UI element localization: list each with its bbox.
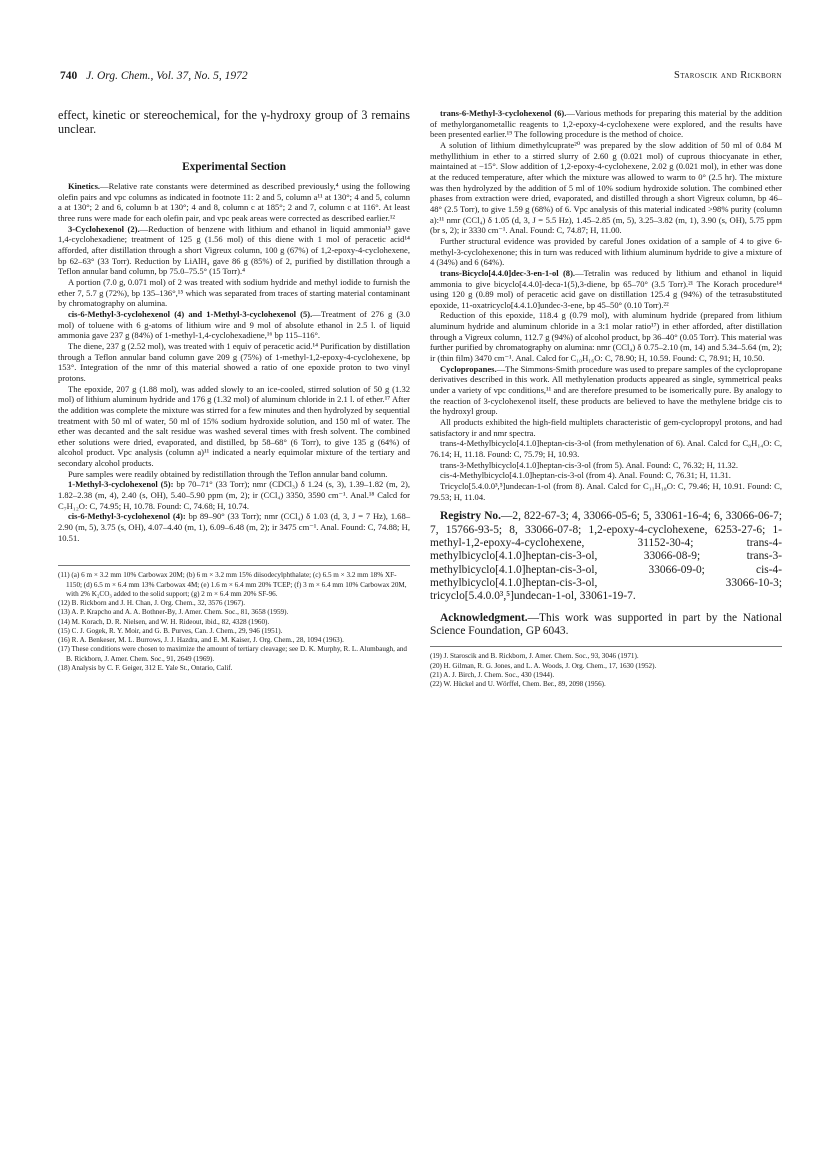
left-column	[58, 108, 410, 673]
kinetics-paragraph	[58, 181, 410, 224]
methyl-cyclohexenol-heading: cis-6-Methyl-3-cyclohexenol (4) and 1-Methyl-3-cyclohexenol (5).	[68, 308, 313, 319]
footnote: (22) W. Hückel and U. Wörffel, Chem. Ber., 89, 2098 (1956).	[430, 680, 606, 689]
footnote: (17) These conditions were chosen to maximize the amount of tertiary cleavage; see D. K. Murphy, R. L. Alumbaugh, and B. Rickborn, J. Amer. Chem. Soc., 91, 2649 (1969).	[58, 645, 408, 663]
cyclohexenol-paragraph	[58, 224, 410, 277]
products-paragraph: All products exhibited the high-field multiplets characteristic of gem-cyclopropyl protons, and had satisfactory ir and nmr spectra.	[430, 417, 782, 438]
bicyclo-heading: trans-Bicyclo[4.4.0]dec-3-en-1-ol (8).	[440, 267, 576, 278]
methyl-cyclohexenol-paragraph	[58, 309, 410, 341]
compound-4-text: bp 89–90° (33 Torr); nmr (CCl₄) δ 1.03 (d, 3, J = 7 Hz), 1.68–2.90 (m, 5), 3.75 (s, OH), 4.07–4.40 (m, 1), 6.09–6.48 (m, 2); ir 3475 cm⁻¹. Anal. Found: C, 74.88; H, 10.51.	[58, 511, 410, 543]
page-header	[60, 70, 782, 86]
footnote: (13) A. P. Krapcho and A. A. Bothner-By, J. Amer. Chem. Soc., 81, 3658 (1959).	[58, 608, 289, 617]
footnote: (21) A. J. Birch, J. Chem. Soc., 430 (1944).	[430, 670, 555, 679]
compound-4-paragraph	[58, 511, 410, 543]
methyl-cyclohexenol-text: —Treatment of 276 g (3.0 mol) of toluene with 6 g-atoms of lithium wire and 9 mol of absolute ethanol in 2.5 l. of liquid ammonia gave 237 g (84%) of 1-methyl-1,4-cyclohexadiene,¹⁶ bp 115–116°.	[58, 308, 411, 341]
kinetics-heading: Kinetics.	[68, 181, 101, 192]
compound-4-heading: cis-6-Methyl-3-cyclohexenol (4):	[68, 511, 186, 522]
footnote: (11) (a) 6 m × 3.2 mm 10% Carbowax 20M; (b) 6 m × 3.2 mm 15% diisodecylphthalate; (c) 6.5 m × 3.2 mm 18% XF-1150; (d) 6.5 m × 6.4 mm 13% Carbowax 4M; (e) 1.6 m × 6.4 mm 20% TCEP; (f) 3 m × 6.4 mm 10% Carbowax 20M, with 2% K₂CO₃ added to the solid support; (g) 2 m × 6.4 mm 20% SF-96.	[58, 571, 407, 598]
product-entry: trans-4-Methylbicyclo[4.1.0]heptan-cis-3-ol (from methylenation of 6). Anal. Calcd for C₈H₁₄O: C, 76.14; H, 11.18. Found: C, 75.79; H, 10.93.	[430, 438, 782, 459]
running-authors: Staroscik and Rickborn	[673, 70, 782, 81]
left-footnotes	[58, 571, 410, 673]
cyclohexenol-heading: 3-Cyclohexenol (2).	[68, 223, 140, 234]
page-number: 740	[60, 70, 78, 82]
acknowledgment-paragraph	[430, 612, 782, 639]
cyclopropanes-heading: Cyclopropanes.	[440, 363, 497, 374]
cyclopropanes-paragraph	[430, 364, 782, 417]
registry-text: —2, 822-67-3; 4, 33066-05-6; 5, 33061-16-4; 6, 33066-06-7; 7, 15766-93-5; 8, 33066-07-8; 1,2-epoxy-4-cyclohexene, 6253-27-6; 1-methyl-1,2-epoxy-4-cyclohexene, 31152-30-4; trans-4-methylbicyclo[4.1.0]heptan-cis-3-ol, 33066-08-9; trans-3-methylbicyclo[4.1.0]heptan-cis-3-ol, 33066-09-0; cis-4-methylbicyclo[4.1.0]heptan-cis-3-ol, 33066-10-3; tricyclo[5.4.0.0³,⁵]undecan-1-ol, 33061-19-7.	[430, 510, 782, 603]
journal-citation: J. Org. Chem., Vol. 37, No. 5, 1972	[86, 70, 248, 82]
acknowledgment-text: —This work was supported in part by the National Science Foundation, GP 6043.	[430, 611, 782, 638]
footnote: (19) J. Staroscik and B. Rickborn, J. Amer. Chem. Soc., 93, 3046 (1971).	[430, 652, 639, 661]
trans-methyl-paragraph	[430, 108, 782, 140]
bicyclo-paragraph	[430, 268, 782, 311]
footnote: (14) M. Korach, D. R. Nielsen, and W. H. Rideout, ibid., 82, 4328 (1960).	[58, 617, 270, 626]
section-title: Experimental Section	[182, 161, 286, 174]
footnote-rule	[430, 646, 782, 647]
footnote: (20) H. Gilman, R. G. Jones, and L. A. Woods, J. Org. Chem., 17, 1630 (1952).	[430, 661, 657, 670]
footnote: (12) B. Rickborn and J. H. Chan, J. Org. Chem., 32, 3576 (1967).	[58, 599, 246, 608]
bicyclo-text: —Tetralin was reduced by lithium and ethanol in liquid ammonia to give bicyclo[4.4.0]-deca-1(5),3-diene, bp 65–70° (3.5 Torr).²¹ The Korach procedure¹⁴ using 120 g (0.89 mol) of peracetic acid gave on distillation 125.4 g (94%) of the tetrasubstituted epoxide, 11-oxatricyclo[4.4.1.0]undec-3-ene, bp 45–50° (0.10 Torr).²²	[430, 267, 782, 310]
reduction-paragraph: Reduction of this epoxide, 118.4 g (0.79 mol), with aluminum hydride (prepared from lithium aluminum hydride and aluminum chloride in a 3:1 molar ratio¹⁷) in ether afforded, after distillation through a Vigreux column, 112.7 g (94%) of alcohol product, bp 36–40° (0.05 Torr). This material was further purified by chromatography on alumina: nmr (CCl₄) δ 0.75–2.10 (m, 14) and 5.34–5.64 (m, 2); ir (thin film) 3470 cm⁻¹. Anal. Calcd for C₁₀H₁₆O: C, 78.90; H, 10.59. Found: C, 78.91; H, 10.50.	[430, 310, 782, 364]
right-footnotes	[430, 652, 782, 689]
intro-text: effect, kinetic or stereochemical, for the γ-hydroxy group of 3 remains unclear.	[58, 108, 410, 137]
diene-paragraph: The diene, 237 g (2.52 mol), was treated with 1 equiv of peracetic acid.¹⁴ Purification by distillation through a Teflon annular band column gave 209 g (75%) of 1-methyl-1,2-epoxy-4-cyclohexene, bp 153°. Integration of the nmr of this material showed a ratio of one epoxide proton to two vinyl protons.	[58, 340, 410, 383]
jones-paragraph: Further structural evidence was provided by careful Jones oxidation of a sample of 4 to give 6-methyl-3-cyclohexenone; this in turn was reduced with lithium aluminum hydride to give a mixture of 4 (34%) and 6 (64%).	[430, 235, 782, 268]
kinetics-text: —Relative rate constants were determined as described previously,⁴ using the following olefin pairs and vpc columns as indicated in footnote 11: 2 and 5, column a¹¹ at 130°; 4 and 5, column a at 130°; 2 and 6, column b at 130°; 4 and 8, column c at 185°; 2 and 7, column c at 116°. At least three runs were made for each olefin pair, and vpc peak areas were corrected as described earlier.¹²	[58, 181, 410, 224]
footnote: (15) C. J. Gogek, R. Y. Moir, and G. B. Purves, Can. J. Chem., 29, 946 (1951).	[58, 626, 283, 635]
footnote: (18) Analysis by C. F. Geiger, 312 E. Yale St., Ontario, Calif.	[58, 663, 233, 672]
cyclohexenol-text: —Reduction of benzene with lithium and ethanol in liquid ammonia¹³ gave 1,4-cyclohexadiene; treatment of 125 g (1.56 mol) of this diene with 1 mol of peracetic acid¹⁴ afforded, after distillation through a short Vigreux column, 100 g (67%) of 1,2-epoxy-4-cyclohexene, bp 62–63° (33 Torr). Reduction by LiAlH₄ gave 86 g (85%) of 2, purified by distillation through a Teflon annular band column, bp 75.0–75.5° (15 Torr).⁴	[58, 223, 411, 277]
compound-5-heading: 1-Methyl-3-cyclohexenol (5):	[68, 479, 174, 490]
cyclopropanes-text: —The Simmons-Smith procedure was used to prepare samples of the cyclopropane derivatives described in this work. All methylenation products appeared as single, symmetrical peaks under a variety of vpc conditions,¹¹ and are therefore presumed to be isomerically pure. By analogy to the reaction of 3-cyclohexenol itself, these products are believed to have the methylene bridge cis to the hydroxyl group.	[430, 363, 782, 417]
ether-paragraph: A portion (7.0 g, 0.071 mol) of 2 was treated with sodium hydride and methyl iodide to furnish the ether 7, 5.7 g (72%), bp 135–136°,¹⁵ which was separated from traces of starting material contaminant by chromatography on alumina.	[58, 276, 410, 309]
product-entry: cis-4-Methylbicyclo[4.1.0]heptan-cis-3-ol (from 4). Anal. Found: C, 76.31; H, 11.31.	[440, 470, 731, 481]
cuprate-paragraph: A solution of lithium dimethylcuprate²⁰ was prepared by the slow addition of 50 ml of 0.84 M methyllithium in ether to a stirred slurry of 2.60 g (0.021 mol) of cuprous thiocyanate in ether, maintained at −15°. Slow addition of 1,2-epoxy-4-cyclohexene, 2.02 g (0.021 mol), in ether was done at the reduced temperature, after which the mixture was allowed to warm to 0° (2.5 hr). The mixture was then hydrolyzed by the addition of 5 ml of 10% sodium hydroxide solution. The combined ether phases from extraction were dried, evaporated, and distilled through a short Vigreux column, bp 46–48° (2.5 Torr), to give 1.59 g (68%) of 6. Vpc analysis of this material indicated >98% purity (column a):¹¹ nmr (CCl₄) δ 1.05 (d, 3, J = 5.5 Hz), 1.45–2.85 (m, 5), 3.25–3.82 (m, 1), 3.90 (s, OH), 5.75 ppm (br s, 2); ir 3330 cm⁻¹. Anal. Found: C, 74.87; H, 11.00.	[430, 139, 782, 236]
compound-5-paragraph	[58, 479, 410, 511]
epoxide-paragraph: The epoxide, 207 g (1.88 mol), was added slowly to an ice-cooled, stirred solution of 50 g (1.32 mol) of lithium aluminum hydride and 176 g (1.32 mol) of aluminum chloride in 2.1 l. of ether.¹⁷ After the addition was complete the mixture was stirred for a few minutes and then hydrolyzed by sequential treatment with 50 ml of water, 50 ml of 15% sodium hydroxide solution, and 150 ml of water. The ether was decanted and the salt residue was washed several times with fresh solvent. The combined ether solutions were dried, evaporated, and distilled, bp 58–68° (6 Torr), to give 135 g (64%) of alcohol product. Vpc analysis (column a)¹¹ indicated a nearly equimolar mixture of the tertiary and secondary alcohol products.	[58, 383, 410, 469]
header-left	[60, 70, 248, 82]
compound-5-text: bp 70–71° (33 Torr); nmr (CDCl₃) δ 1.24 (s, 3), 1.39–1.82 (m, 2), 1.82–2.38 (m, 4), 2.40 (s, OH), 5.40–5.90 ppm (m, 2); ir (CCl₄) 3350, 3590 cm⁻¹. Anal.¹⁸ Calcd for C₇H₁₂O: C, 74.95; H, 10.78. Found: C, 74.68; H, 10.74.	[58, 479, 410, 511]
registry-heading: Registry No.	[440, 510, 501, 523]
redistillation-paragraph: Pure samples were readily obtained by redistillation through the Teflon annular band column.	[68, 468, 388, 479]
trans-methyl-text: —Various methods for preparing this material by the addition of methylorganometallic reagents to 1,2-epoxy-4-cyclohexene were explored, and the results have been presented earlier.¹⁹ The following procedure is the method of choice.	[430, 108, 783, 140]
product-entry: trans-3-Methylbicyclo[4.1.0]heptan-cis-3-ol (from 5). Anal. Found: C, 76.32; H, 11.32.	[440, 459, 739, 470]
footnote: (16) R. A. Benkeser, M. L. Burrows, J. J. Hazdra, and E. M. Kaiser, J. Org. Chem., 28, 1094 (1963).	[58, 636, 344, 645]
trans-methyl-heading: trans-6-Methyl-3-cyclohexenol (6).	[440, 108, 567, 118]
footnote-rule	[58, 565, 410, 566]
registry-block	[430, 510, 782, 638]
right-column	[430, 108, 782, 689]
acknowledgment-heading: Acknowledgment.	[440, 611, 528, 624]
product-entry: Tricyclo[5.4.0.0³,⁵]undecan-1-ol (from 8). Anal. Calcd for C₁₁H₁₈O: C, 79.46; H, 10.91. Found: C, 79.53; H, 11.04.	[430, 480, 782, 502]
registry-paragraph	[430, 510, 782, 603]
